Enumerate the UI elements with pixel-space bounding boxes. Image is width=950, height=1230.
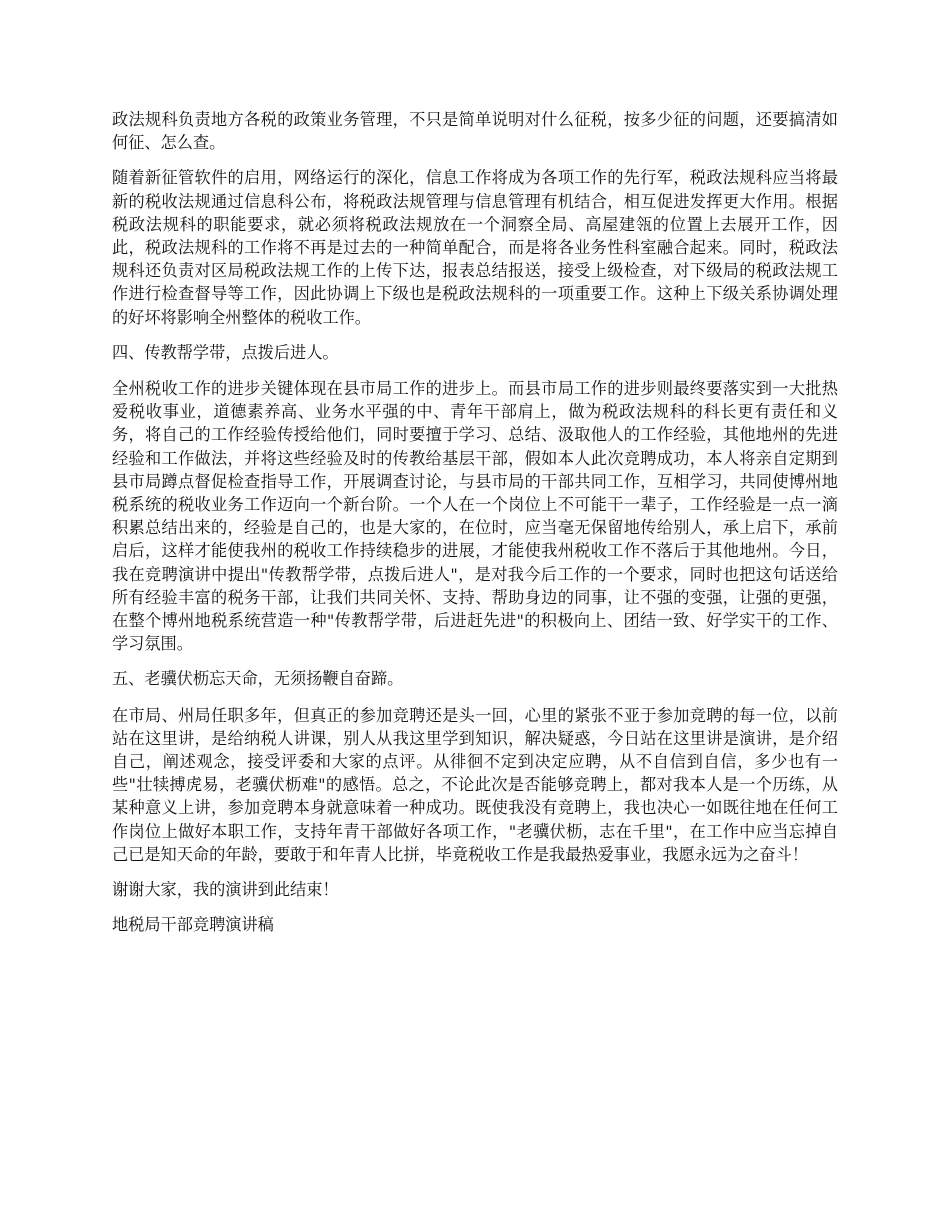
section-heading-five: 五、老骥伏枥忘天命，无须扬鞭自奋蹄。 <box>112 669 404 689</box>
paragraph-closing: 谢谢大家，我的演讲到此结束！ <box>112 880 339 900</box>
section-heading-four: 四、传教帮学带，点拨后进人。 <box>112 342 339 362</box>
paragraph-intro: 政法规科负责地方各税的政策业务管理，不只是简单说明对什么征税，按多少征的问题，还要搞清如何征、怎么查。 <box>112 110 838 153</box>
paragraph-experience: 在市局、州局任职多年，但真正的参加竞聘还是头一回，心里的紧张不亚于参加竞聘的每一位，以前站在这里讲，是给纳税人讲课，别人从我这里学到知识，解决疑惑，今日站在这里讲是演讲，是介绍自己，阐述观念，接受评委和大家的点评。从徘徊不定到决定应聘，从不自信到自信，多少也有一些"壮犊搏虎易，老骥伏枥难"的感悟。总之，不论此次是否能够竞聘上，都对我本人是一个历练，从某种意义上讲，参加竞聘本身就意味着一种成功。既使我没有竞聘上，我也决心一如既往地在任何工作岗位上做好本职工作，支持年青干部做好各项工作，"老骥伏枥，志在千里"，在工作中应当忘掉自己已是知天命的年龄，要敢于和年青人比拼，毕竟税收工作是我最热爱事业，我愿永远为之奋斗！ <box>112 705 838 864</box>
document-body <box>112 108 838 949</box>
paragraph-information-work: 随着新征管软件的启用，网络运行的深化，信息工作将成为各项工作的先行军，税政法规科应当将最新的税收法规通过信息科公布，将税政法规管理与信息管理有机结合，相互促进发挥更大作用。根据税政法规科的职能要求，就必须将税政法规放在一个洞察全局、高屋建瓴的位置上去展开工作，因此，税政法规科的工作将不再是过去的一种简单配合，而是将各业务性科室融合起来。同时，税政法规科还负责对区局税政法规工作的上传下达，报表总结报送，接受上级检查，对下级局的税政法规工作进行检查督导等工作，因此协调上下级也是税政法规科的一项重要工作。这种上下级关系协调处理的好坏将影响全州整体的税收工作。 <box>112 168 838 327</box>
paragraph-document-title: 地税局干部竞聘演讲稿 <box>112 915 274 935</box>
paragraph-mentoring: 全州税收工作的进步关键体现在县市局工作的进步上。而县市局工作的进步则最终要落实到一大批热爱税收事业，道德素养高、业务水平强的中、青年干部肩上，做为税政法规科的科长更有责任和义务，将自己的工作经验传授给他们，同时要擅于学习、总结、汲取他人的工作经验，其他地州的先进经验和工作做法，并将这些经验及时的传教给基层干部，假如本人此次竞聘成功，本人将亲自定期到县市局蹲点督促检查指导工作，开展调查讨论，与县市局的干部共同工作，互相学习，共同使博州地税系统的税收业务工作迈向一个新台阶。一个人在一个岗位上不可能干一辈子，工作经验是一点一滴积累总结出来的，经验是自己的，也是大家的，在位时，应当毫无保留地传给别人，承上启下，承前启后，这样才能使我州的税收工作持续稳步的进展，才能使我州税收工作不落后于其他地州。今日，我在竞聘演讲中提出"传教帮学带，点拨后进人"，是对我今后工作的一个要求，同时也把这句话送给所有经验丰富的税务干部，让我们共同关怀、支持、帮助身边的同事，让不强的变强，让强的更强，在整个博州地税系统营造一种"传教帮学带，后进赶先进"的积极向上、团结一致、好学实干的工作、学习氛围。 <box>112 379 838 654</box>
